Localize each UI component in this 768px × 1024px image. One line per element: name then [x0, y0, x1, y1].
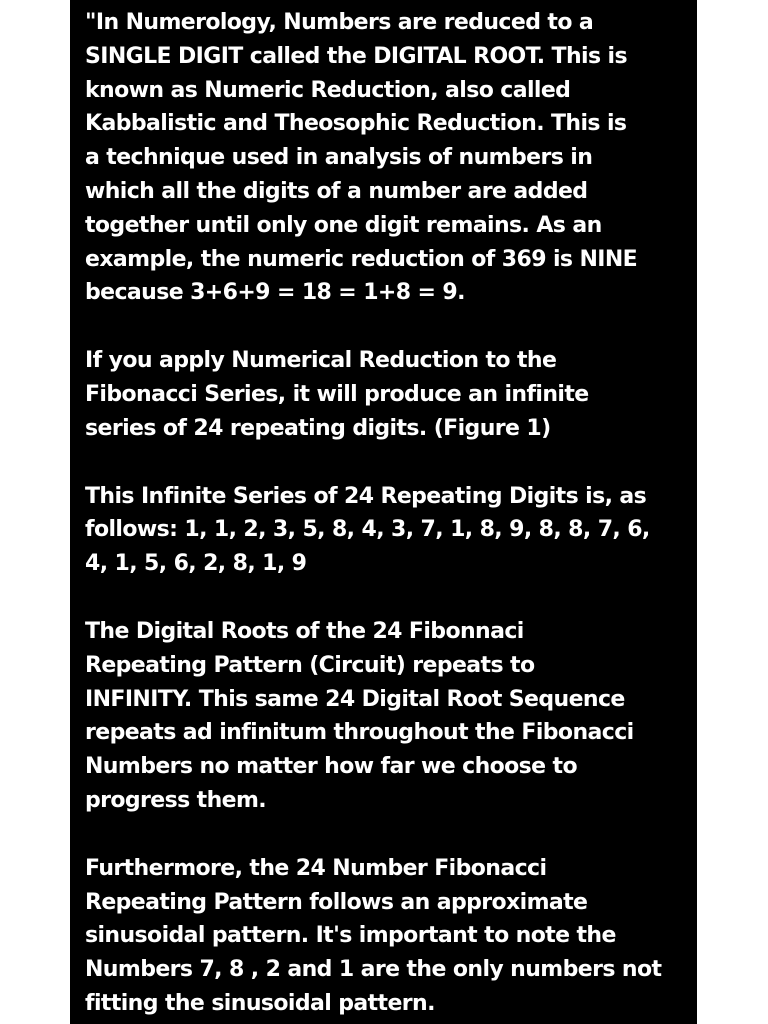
paragraph-fibonacci-reduction: If you apply Numerical Reduction to the Fibonacci Series, it will produce an infinite series of 24 repeating digits. (Figure 1) [85, 348, 589, 441]
paragraph-gap [85, 310, 687, 344]
paragraph-sinusoidal-pattern: Furthermore, the 24 Number Fibonacci Repeating Pattern follows an approximate sinusoidal pattern. It's important to note the Numbers 7, 8 , 2 and 1 are the only numbers not fitting the sinusoidal pattern. [85, 855, 662, 1016]
paragraph-gap [85, 581, 687, 615]
text-panel [70, 0, 697, 1024]
paragraph-repeating-digits: This Infinite Series of 24 Repeating Digits is, as follows: 1, 1, 2, 3, 5, 8, 4, 3, 7, 1, 8, 9, 8, 8, 7, 6, 4, 1, 5, 6, 2, 8, 1, 9 [85, 483, 650, 577]
paragraph-gap [85, 818, 687, 852]
paragraph-gap [85, 446, 687, 480]
paragraph-digital-roots-infinity: The Digital Roots of the 24 Fibonnaci Repeating Pattern (Circuit) repeats to INFINITY. This same 24 Digital Root Sequence repeats ad infinitum throughout the Fibonacci Numbers no matter how far we choose to progress them. [85, 618, 634, 813]
paragraph-numeric-reduction: "In Numerology, Numbers are reduced to a SINGLE DIGIT called the DIGITAL ROOT. This is known as Numeric Reduction, also called Kabbalistic and Theosophic Reduction. This is a technique used in analysis of numbers in which all the digits of a number are added together until only one digit remains. As an example, the numeric reduction of 369 is NINE because 3+6+9 = 18 = 1+8 = 9. [85, 10, 638, 306]
